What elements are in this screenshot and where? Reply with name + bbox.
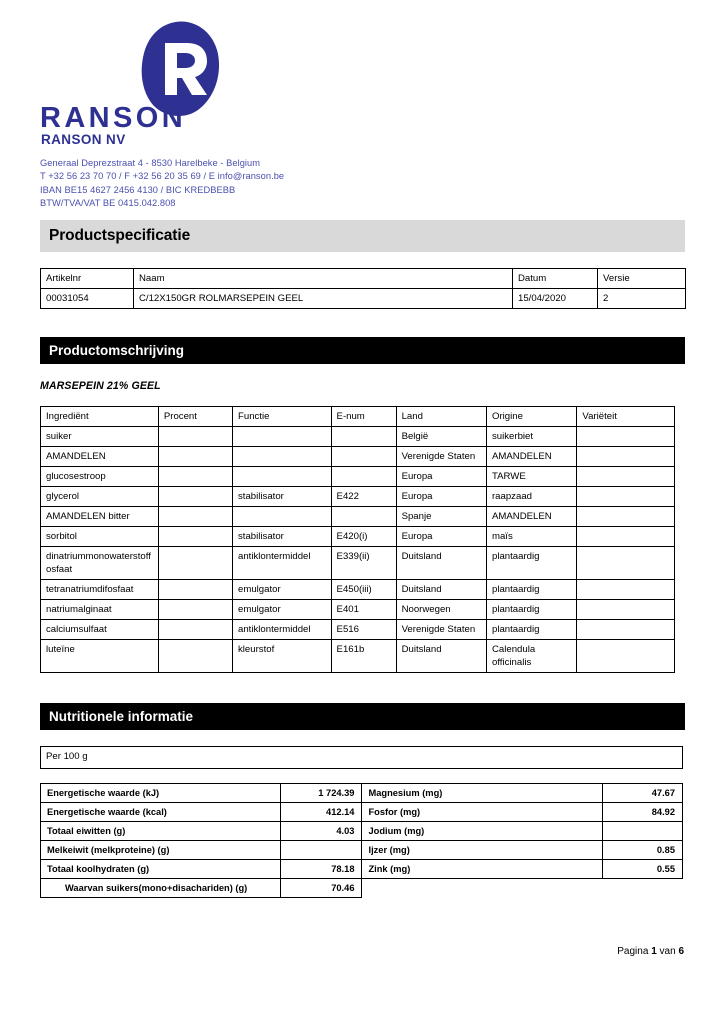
nutrition-value-secondary: [602, 822, 682, 841]
ingredient-cell: luteïne: [41, 640, 159, 673]
ingredient-cell: suiker: [41, 427, 159, 447]
table-row: [41, 620, 675, 640]
ingredient-cell: [577, 620, 675, 640]
ingredient-cell: Noorwegen: [396, 600, 486, 620]
ingredients-table: [40, 406, 675, 673]
ingredient-cell: [331, 447, 396, 467]
ingredient-cell: E516: [331, 620, 396, 640]
ingredient-cell: [158, 620, 232, 640]
nutrition-value-secondary: [602, 879, 682, 898]
section-header-product-specification: Productspecificatie: [40, 220, 685, 252]
ingredient-cell: [577, 467, 675, 487]
document-header: [40, 0, 684, 220]
ingredient-cell: [233, 427, 332, 447]
contact-line-address: Generaal Deprezstraat 4 - 8530 Harelbeke - Belgium: [40, 158, 261, 168]
ingredient-cell: AMANDELEN: [486, 507, 576, 527]
footer-total-pages: 6: [678, 946, 684, 957]
nutrition-value-secondary: 84.92: [602, 803, 682, 822]
ingredient-header-cell: Land: [396, 407, 486, 427]
table-row: [41, 487, 675, 507]
serving-basis-label: Per 100 g: [40, 746, 683, 769]
ingredient-cell: [233, 447, 332, 467]
table-row: [41, 507, 675, 527]
nutrition-value: [281, 841, 362, 860]
ingredient-cell: glycerol: [41, 487, 159, 507]
nutrition-label: Energetische waarde (kcal): [41, 803, 281, 822]
nutrition-label-secondary: Zink (mg): [362, 860, 602, 879]
nutrition-value-secondary: 47.67: [602, 784, 682, 803]
nutrition-table-body: [41, 784, 683, 898]
article-cell: 00031054: [41, 289, 134, 309]
article-cell: C/12X150GR ROLMARSEPEIN GEEL: [134, 289, 513, 309]
ingredient-header-cell: E-num: [331, 407, 396, 427]
ingredient-cell: [577, 580, 675, 600]
ingredient-cell: emulgator: [233, 580, 332, 600]
nutrition-table: [40, 783, 683, 898]
nutrition-value-secondary: 0.85: [602, 841, 682, 860]
ingredient-cell: calciumsulfaat: [41, 620, 159, 640]
article-cell: 15/04/2020: [513, 289, 598, 309]
nutrition-value: 70.46: [281, 879, 362, 898]
ingredient-header-cell: Variëteit: [577, 407, 675, 427]
ingredient-cell: [577, 527, 675, 547]
ingredient-cell: E422: [331, 487, 396, 507]
ingredient-cell: [158, 640, 232, 673]
ingredient-cell: Europa: [396, 487, 486, 507]
ingredient-cell: [577, 547, 675, 580]
nutrition-label: Totaal eiwitten (g): [41, 822, 281, 841]
ingredient-header-cell: Origine: [486, 407, 576, 427]
section-header-nutritional-info: Nutritionele informatie: [40, 703, 685, 730]
table-row: [41, 447, 675, 467]
table-row: [41, 860, 683, 879]
contact-line-vat: BTW/TVA/VAT BE 0415.042.808: [40, 197, 176, 208]
contact-line-iban: IBAN BE15 4627 2456 4130 / BIC KREDBEBB: [40, 184, 236, 195]
ingredient-cell: [331, 467, 396, 487]
wordmark-text: RANSON: [40, 102, 187, 134]
ingredient-cell: [577, 427, 675, 447]
ingredient-cell: antiklontermiddel: [233, 620, 332, 640]
article-header-cell: Datum: [513, 269, 598, 289]
ingredient-cell: AMANDELEN: [486, 447, 576, 467]
ingredient-cell: sorbitol: [41, 527, 159, 547]
ingredient-cell: [331, 427, 396, 447]
ingredient-cell: glucosestroop: [41, 467, 159, 487]
table-row: [41, 289, 686, 309]
ingredient-cell: kleurstof: [233, 640, 332, 673]
table-row: [41, 547, 675, 580]
table-row: [41, 427, 675, 447]
ingredient-cell: [331, 507, 396, 527]
ingredient-cell: [577, 487, 675, 507]
nutrition-label-secondary: Jodium (mg): [362, 822, 602, 841]
ingredient-cell: Duitsland: [396, 547, 486, 580]
nutrition-label: Energetische waarde (kJ): [41, 784, 281, 803]
nutrition-value: 1 724.39: [281, 784, 362, 803]
footer-current-page: 1: [651, 946, 657, 957]
ingredient-cell: [158, 507, 232, 527]
ingredient-cell: Verenigde Staten: [396, 447, 486, 467]
article-header-cell: Artikelnr: [41, 269, 134, 289]
ingredient-cell: [158, 427, 232, 447]
table-row: [41, 467, 675, 487]
article-table-body: [41, 269, 686, 309]
nutrition-label: Totaal koolhydraten (g): [41, 860, 281, 879]
ingredient-cell: AMANDELEN: [41, 447, 159, 467]
ingredient-cell: Verenigde Staten: [396, 620, 486, 640]
ingredient-cell: [158, 467, 232, 487]
ingredients-table-body: [41, 427, 675, 673]
ingredient-cell: [577, 640, 675, 673]
table-header-row: [41, 269, 686, 289]
nutrition-value: 4.03: [281, 822, 362, 841]
ingredient-cell: [158, 580, 232, 600]
ingredient-cell: tetranatriumdifosfaat: [41, 580, 159, 600]
ingredient-cell: antiklontermiddel: [233, 547, 332, 580]
ingredient-cell: [577, 447, 675, 467]
footer-middle: van: [656, 946, 679, 957]
page-footer: [40, 946, 684, 957]
ingredient-cell: [158, 447, 232, 467]
ingredient-cell: raapzaad: [486, 487, 576, 507]
ingredient-cell: [158, 487, 232, 507]
ingredient-cell: Spanje: [396, 507, 486, 527]
product-subtitle: MARSEPEIN 21% GEEL: [40, 380, 161, 392]
ingredient-cell: dinatriummonowaterstoffosfaat: [41, 547, 159, 580]
table-row: [41, 822, 683, 841]
nutrition-label-secondary: Ijzer (mg): [362, 841, 602, 860]
table-row: [41, 580, 675, 600]
nutrition-label-secondary: Magnesium (mg): [362, 784, 602, 803]
ingredient-cell: België: [396, 427, 486, 447]
table-row: [41, 879, 683, 898]
ingredient-cell: Duitsland: [396, 580, 486, 600]
nutrition-value-secondary: 0.55: [602, 860, 682, 879]
ingredients-table-head: [41, 407, 675, 427]
nutrition-label: Melkeiwit (melkproteine) (g): [41, 841, 281, 860]
ingredient-cell: [577, 507, 675, 527]
footer-prefix: Pagina: [617, 946, 652, 957]
nutrition-label: Waarvan suikers(mono+disachariden) (g): [41, 879, 281, 898]
article-cell: 2: [598, 289, 686, 309]
ingredient-cell: E339(ii): [331, 547, 396, 580]
ingredient-cell: stabilisator: [233, 527, 332, 547]
ingredient-cell: [158, 547, 232, 580]
ingredient-cell: E420(i): [331, 527, 396, 547]
ingredient-cell: Duitsland: [396, 640, 486, 673]
table-row: [41, 803, 683, 822]
ingredient-cell: plantaardig: [486, 580, 576, 600]
section-header-product-description: Productomschrijving: [40, 337, 685, 364]
ingredient-cell: suikerbiet: [486, 427, 576, 447]
ingredient-header-cell: Functie: [233, 407, 332, 427]
ingredient-cell: Europa: [396, 467, 486, 487]
ingredient-cell: natriumalginaat: [41, 600, 159, 620]
article-header-cell: Naam: [134, 269, 513, 289]
ingredient-cell: TARWE: [486, 467, 576, 487]
table-row: [41, 527, 675, 547]
company-contact-block: [40, 157, 284, 210]
ingredient-cell: plantaardig: [486, 600, 576, 620]
ingredient-cell: E401: [331, 600, 396, 620]
ingredient-cell: Europa: [396, 527, 486, 547]
ingredient-cell: Calendula officinalis: [486, 640, 576, 673]
contact-line-phone: T +32 56 23 70 70 / F +32 56 20 35 69 / E info@ranson.be: [40, 171, 285, 182]
ingredient-cell: [158, 527, 232, 547]
company-logo: [40, 20, 340, 150]
article-header-cell: Versie: [598, 269, 686, 289]
ingredient-cell: E450(iii): [331, 580, 396, 600]
nutrition-label-secondary: [362, 879, 602, 898]
ingredient-header-cell: Procent: [158, 407, 232, 427]
ingredient-cell: [233, 507, 332, 527]
ingredient-cell: plantaardig: [486, 620, 576, 640]
ingredient-cell: maïs: [486, 527, 576, 547]
table-row: [41, 841, 683, 860]
ingredient-cell: AMANDELEN bitter: [41, 507, 159, 527]
table-row: [41, 600, 675, 620]
ingredient-cell: plantaardig: [486, 547, 576, 580]
ingredient-cell: E161b: [331, 640, 396, 673]
ingredient-cell: [577, 600, 675, 620]
ingredient-cell: emulgator: [233, 600, 332, 620]
nutrition-label-secondary: Fosfor (mg): [362, 803, 602, 822]
ingredient-cell: [158, 600, 232, 620]
nutrition-value: 78.18: [281, 860, 362, 879]
table-row: [41, 640, 675, 673]
table-header-row: [41, 407, 675, 427]
ingredient-cell: stabilisator: [233, 487, 332, 507]
legal-name-text: RANSON NV: [41, 132, 126, 147]
ingredient-cell: [233, 467, 332, 487]
table-row: [41, 784, 683, 803]
article-table: [40, 268, 686, 309]
nutrition-value: 412.14: [281, 803, 362, 822]
ingredient-header-cell: Ingrediënt: [41, 407, 159, 427]
